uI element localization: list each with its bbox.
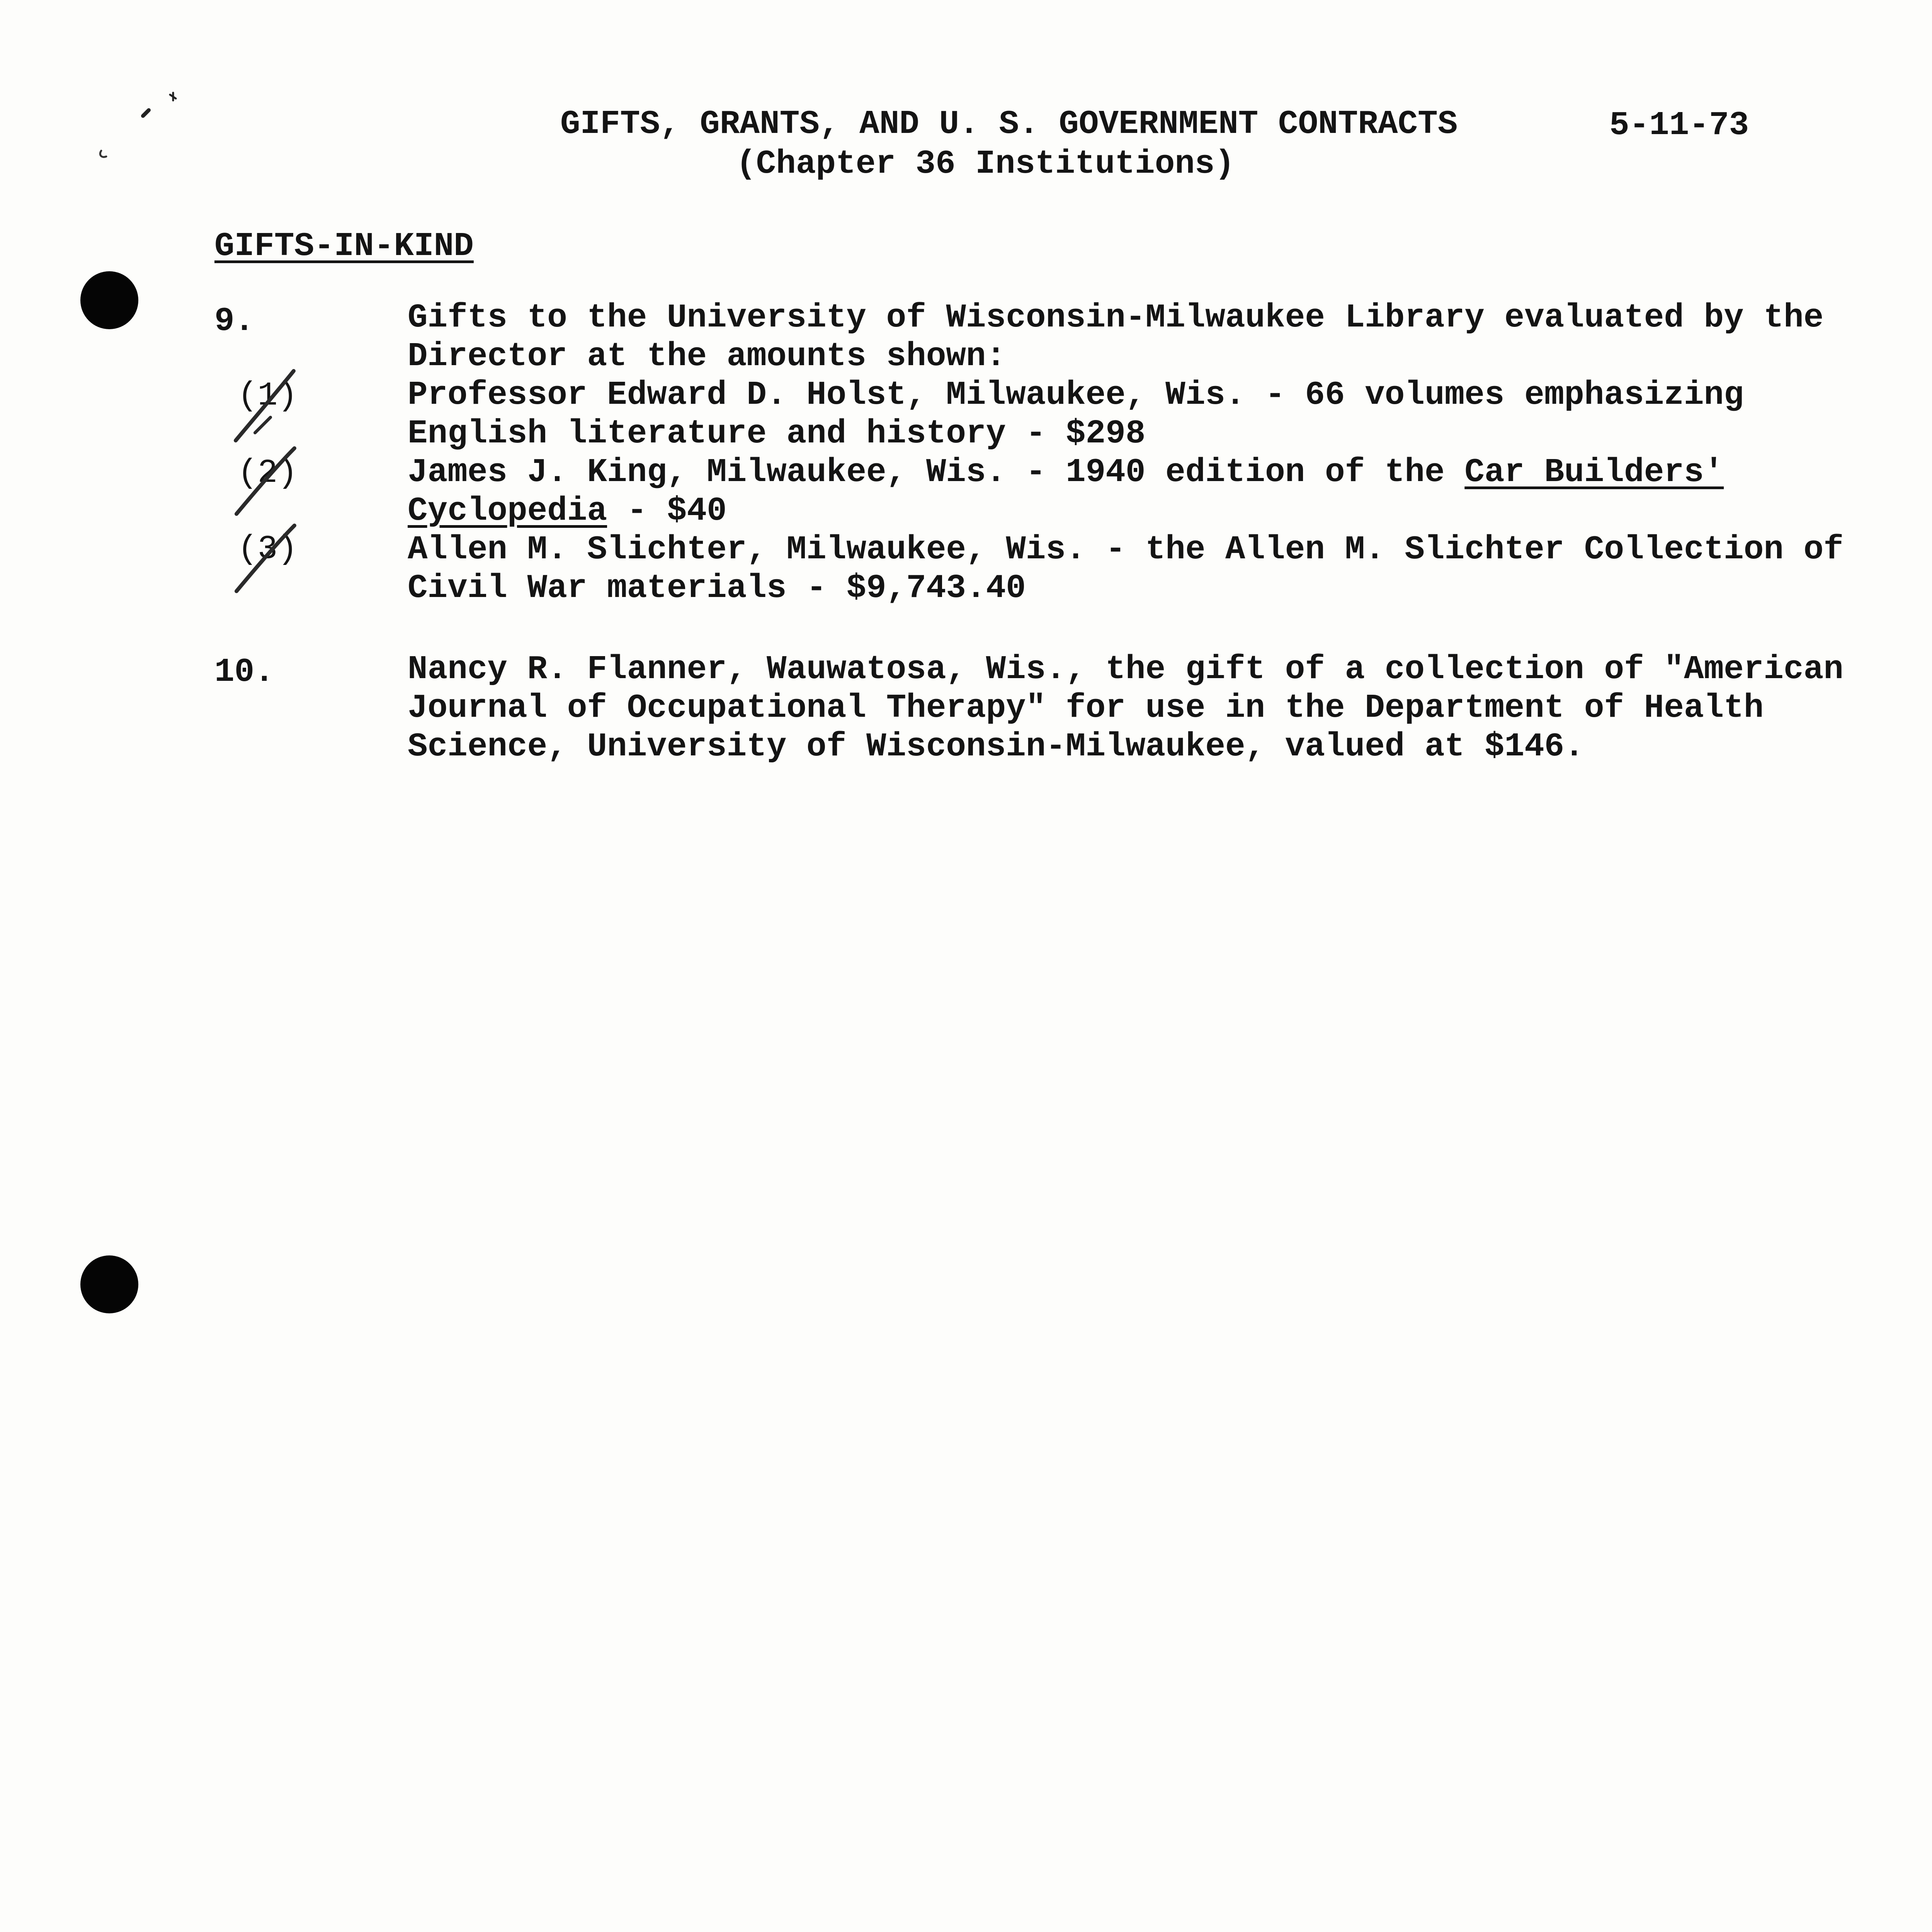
book-title: Cyclopedia <box>408 492 607 530</box>
subitem-text-line: Allen M. Slichter, Milwaukee, Wis. - the Allen M. Slichter Collection of <box>408 531 1844 568</box>
item-text-line: Director at the amounts shown: <box>408 337 1006 375</box>
subitem-text-line: Professor Edward D. Holst, Milwaukee, Wis. - 66 volumes emphasizing <box>408 376 1744 414</box>
item-number: 9. <box>214 302 255 340</box>
item-text-line: Journal of Occupational Therapy" for use in the Department of Health <box>408 689 1764 727</box>
item-text-line: Gifts to the University of Wisconsin-Milwaukee Library evaluated by the <box>408 299 1824 337</box>
stray-mark-icon <box>100 151 106 157</box>
document-date: 5-11-73 <box>1609 106 1749 144</box>
document-subtitle: (Chapter 36 Institutions) <box>736 145 1235 183</box>
tick-mark-icon <box>255 417 270 433</box>
stray-mark-icon <box>170 93 176 100</box>
item-number: 10. <box>214 653 274 691</box>
subitem-text-part: - $40 <box>607 492 727 530</box>
subitem-text-line: Civil War materials - $9,743.40 <box>408 569 1026 607</box>
subitem-text-line: English literature and history - $298 <box>408 415 1146 452</box>
tick-mark-icon <box>236 526 294 591</box>
section-heading: GIFTS-IN-KIND <box>214 227 474 265</box>
document-title: GIFTS, GRANTS, AND U. S. GOVERNMENT CONTRACTS <box>560 105 1458 143</box>
subitem-text-part: James J. King, Milwaukee, Wis. - 1940 edition of the <box>408 453 1465 491</box>
stray-mark-icon <box>143 110 149 116</box>
subitem-marker: (2) <box>238 454 298 492</box>
subitem-marker: (1) <box>238 377 298 415</box>
subitem-marker: (3) <box>238 530 298 568</box>
item-text-line: Science, University of Wisconsin-Milwaukee, valued at $146. <box>408 728 1584 765</box>
item-text-line: Nancy R. Flanner, Wauwatosa, Wis., the gift of a collection of "American <box>408 650 1844 688</box>
tick-mark-icon <box>236 448 294 514</box>
book-title: Car Builders' <box>1464 453 1724 491</box>
tick-mark-icon <box>236 371 294 440</box>
